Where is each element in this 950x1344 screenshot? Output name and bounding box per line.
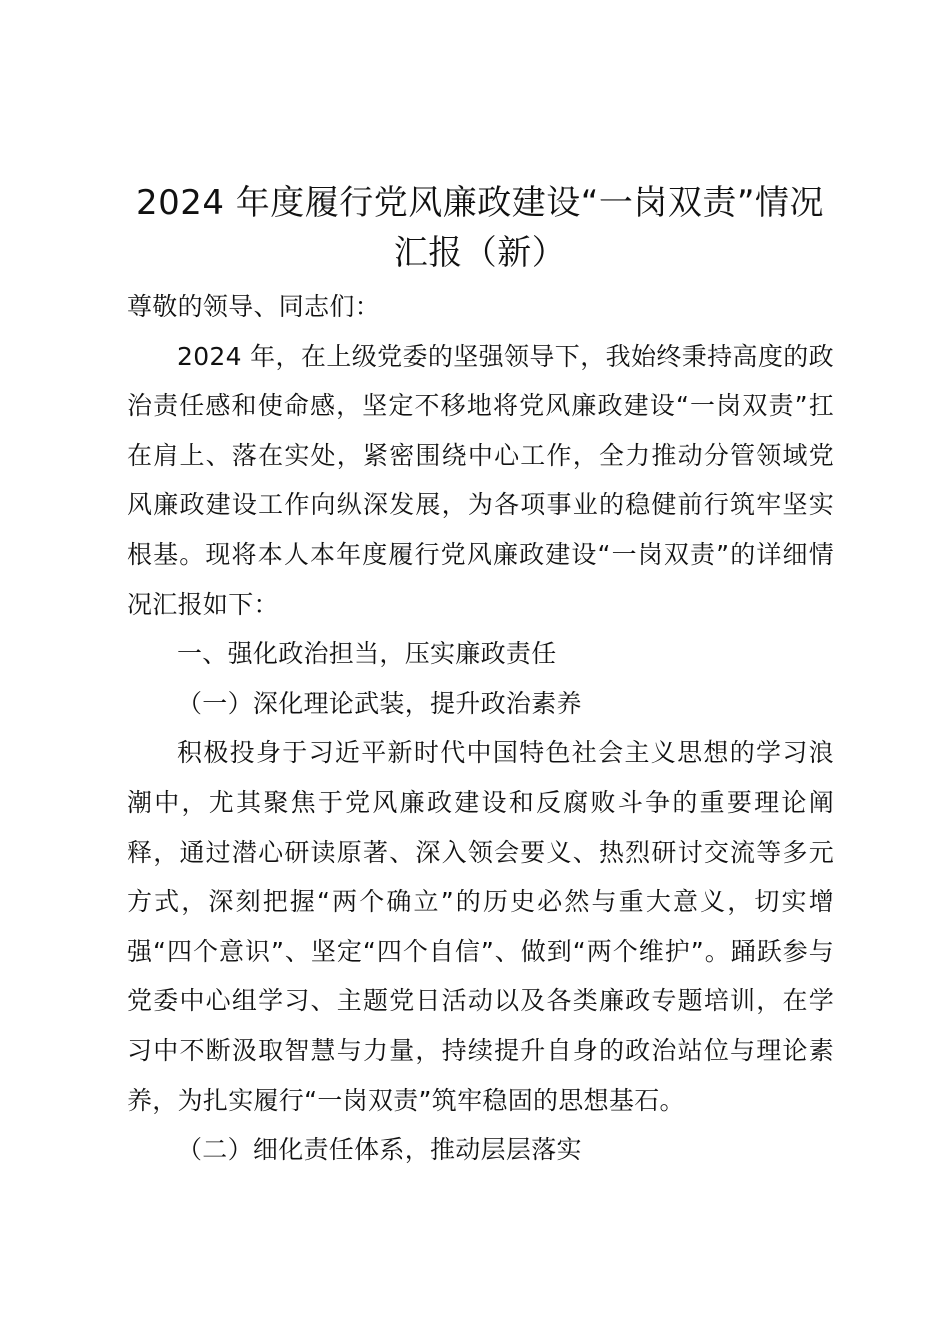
- salutation: 尊敬的领导、同志们：: [127, 292, 381, 321]
- intro-paragraph: 2024 年，在上级党委的坚强领导下，我始终秉持高度的政治责任感和使命感，坚定不移地将党风廉政建设“一岗双责”扛在肩上、落在实处，紧密围绕中心工作，全力推动分管领域党风廉政建设工作向纵深发展，为各项事业的稳健前行筑牢坚实根基。现将本人本年度履行党风廉政建设“一岗双责”的详细情况汇报如下：: [127, 341, 834, 619]
- subsection-heading-2: （二）细化责任体系，推动层层落实: [177, 1135, 582, 1165]
- subsection-heading-1: （一）深化理论武装，提升政治素养: [177, 688, 582, 718]
- document-title: 2024 年度履行党风廉政建设“一岗双责”情况汇报（新）: [135, 183, 825, 273]
- section-heading-1: 一、强化政治担当，压实廉政责任: [177, 639, 557, 669]
- document-body: [127, 282, 834, 1175]
- body-paragraph-1: 积极投身于习近平新时代中国特色社会主义思想的学习浪潮中，尤其聚焦于党风廉政建设和反腐败斗争的重要理论阐释，通过潜心研读原著、深入领会要义、热烈研讨交流等多元方式，深刻把握“两个确立”的历史必然与重大意义，切实增强“四个意识”、坚定“四个自信”、做到“两个维护”。踊跃参与党委中心组学习、主题党日活动以及各类廉政专题培训，在学习中不断汲取智慧与力量，持续提升自身的政治站位与理论素养，为扎实履行“一岗双责”筑牢稳固的思想基石。: [127, 738, 834, 1115]
